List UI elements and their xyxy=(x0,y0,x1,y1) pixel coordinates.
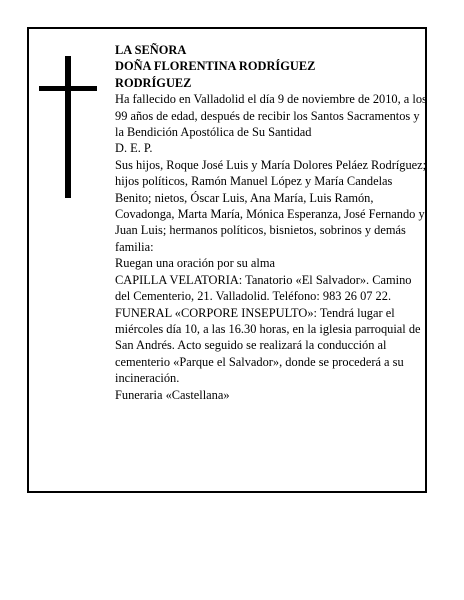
cross-horizontal-bar xyxy=(39,86,97,91)
funeral-home: Funeraria «Castellana» xyxy=(115,387,230,402)
cross-vertical-bar xyxy=(65,56,71,198)
notice-text xyxy=(115,42,427,403)
funeral-info: FUNERAL «CORPORE INSEPULTO»: Tendrá lugar el miércoles día 10, a las 16.30 horas, en la iglesia parroquial de San Andrés. Acto seguido se realizará la conducción al cementerio «Parque el Salvador», donde se procederá a su incineración. xyxy=(115,305,421,386)
cross-icon xyxy=(39,56,97,198)
prayer-request: Ruegan una oración por su alma xyxy=(115,256,275,271)
deceased-title: LA SEÑORA xyxy=(115,43,187,57)
family-list: Sus hijos, Roque José Luis y María Dolores Peláez Rodríguez; hijos políticos, Ramón Manuel López y María Candelas Benito; nietos, Óscar Luis, Ana María, Luis Ramón, Covadonga, Marta María, Mónica Esperanza, José Fernando y Juan Luis; hermanos políticos, bisnietos, sobrinos y demás familia: xyxy=(115,157,427,254)
obituary-notice xyxy=(27,27,427,493)
death-announcement: Ha fallecido en Valladolid el día 9 de noviembre de 2010, a los 99 años de edad, después de recibir los Santos Sacramentos y la Bendición Apostólica de Su Santidad xyxy=(115,92,427,140)
chapel-info: CAPILLA VELATORIA: Tanatorio «El Salvador». Camino del Cementerio, 21. Valladolid. Teléfono: 983 26 07 22. xyxy=(115,272,412,304)
dep-line: D. E. P. xyxy=(115,141,153,156)
deceased-surname: RODRÍGUEZ xyxy=(115,75,192,90)
deceased-name: DOÑA FLORENTINA RODRÍGUEZ xyxy=(115,59,316,74)
